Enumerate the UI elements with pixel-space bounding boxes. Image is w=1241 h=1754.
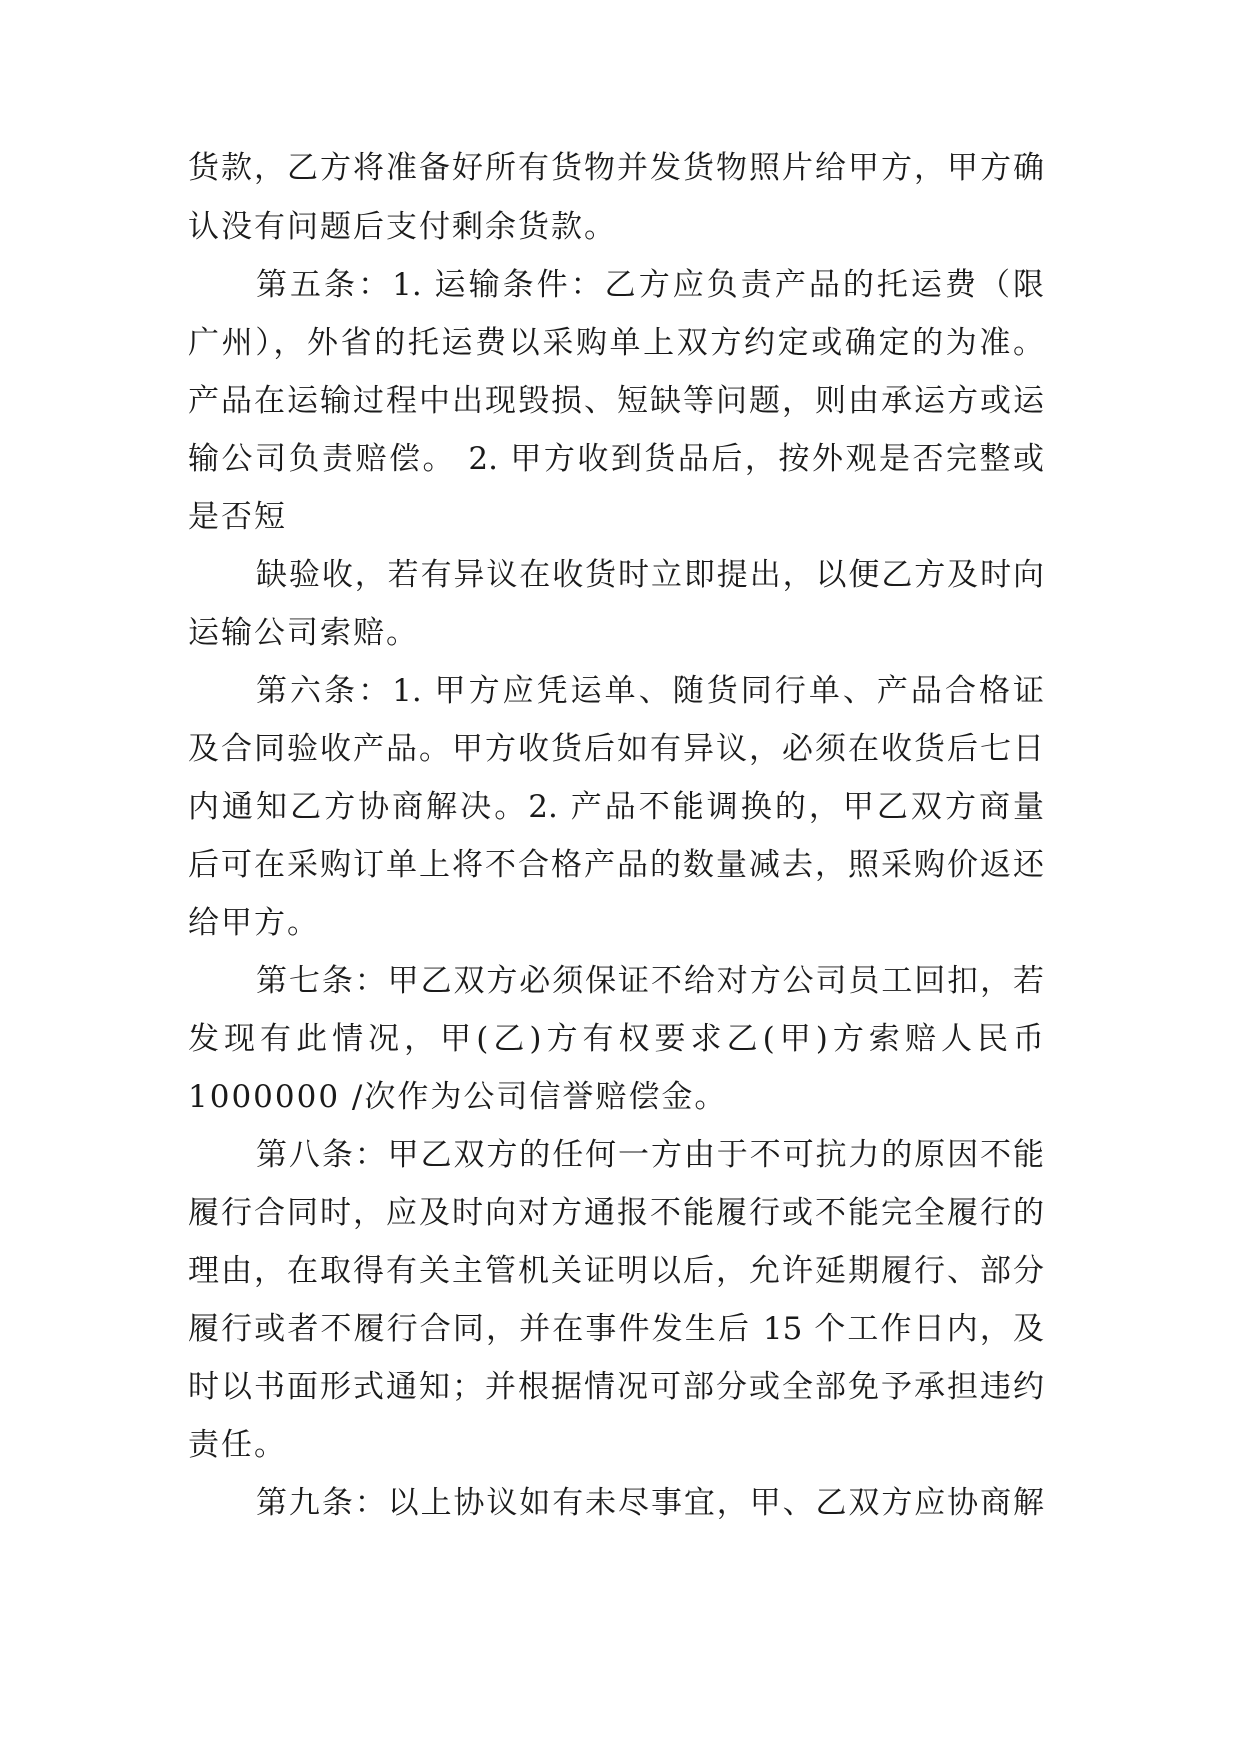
text-line: 1000000 /次作为公司信誉赔偿金。 bbox=[188, 1079, 728, 1115]
article-7-heading-line: 第七条：甲乙双方必须保证不给对方公司员工回扣，若 bbox=[256, 963, 1044, 999]
article-8-heading-line: 第八条：甲乙双方的任何一方由于不可抗力的原因不能 bbox=[256, 1137, 1044, 1173]
text-line: 履行或者不履行合同，并在事件发生后 15 个工作日内，及 bbox=[188, 1311, 1044, 1347]
text-line: 时以书面形式通知；并根据情况可部分或全部免予承担违约 bbox=[188, 1369, 1044, 1405]
text-line: 及合同验收产品。甲方收货后如有异议，必须在收货后七日 bbox=[188, 731, 1044, 767]
text-line: 缺验收，若有异议在收货时立即提出，以便乙方及时向 bbox=[256, 557, 1044, 593]
article-9-heading-line: 第九条：以上协议如有未尽事宜，甲、乙双方应协商解 bbox=[256, 1485, 1044, 1521]
text-line: 后可在采购订单上将不合格产品的数量减去，照采购价返还 bbox=[188, 847, 1044, 883]
article-6-heading-line: 第六条：1. 甲方应凭运单、随货同行单、产品合格证 bbox=[256, 673, 1044, 709]
text-line: 是否短 bbox=[188, 499, 287, 535]
text-line: 责任。 bbox=[188, 1427, 287, 1463]
text-line: 给甲方。 bbox=[188, 905, 320, 941]
text-line: 发现有此情况，甲(乙)方有权要求乙(甲)方索赔人民币 bbox=[188, 1021, 1044, 1057]
text-line: 货款，乙方将准备好所有货物并发货物照片给甲方，甲方确 bbox=[188, 150, 1044, 186]
text-line: 认没有问题后支付剩余货款。 bbox=[188, 209, 617, 245]
text-line: 内通知乙方协商解决。2. 产品不能调换的，甲乙双方商量 bbox=[188, 789, 1044, 825]
text-line: 运输公司索赔。 bbox=[188, 615, 419, 651]
text-line: 产品在运输过程中出现毁损、短缺等问题，则由承运方或运 bbox=[188, 383, 1044, 419]
text-line: 广州），外省的托运费以采购单上双方约定或确定的为准。 bbox=[188, 325, 1044, 361]
text-line: 履行合同时，应及时向对方通报不能履行或不能完全履行的 bbox=[188, 1195, 1044, 1231]
text-line: 理由，在取得有关主管机关证明以后，允许延期履行、部分 bbox=[188, 1253, 1044, 1289]
text-line: 输公司负责赔偿。 2. 甲方收到货品后，按外观是否完整或 bbox=[188, 441, 1044, 477]
article-5-heading-line: 第五条：1. 运输条件：乙方应负责产品的托运费（限 bbox=[256, 267, 1044, 303]
